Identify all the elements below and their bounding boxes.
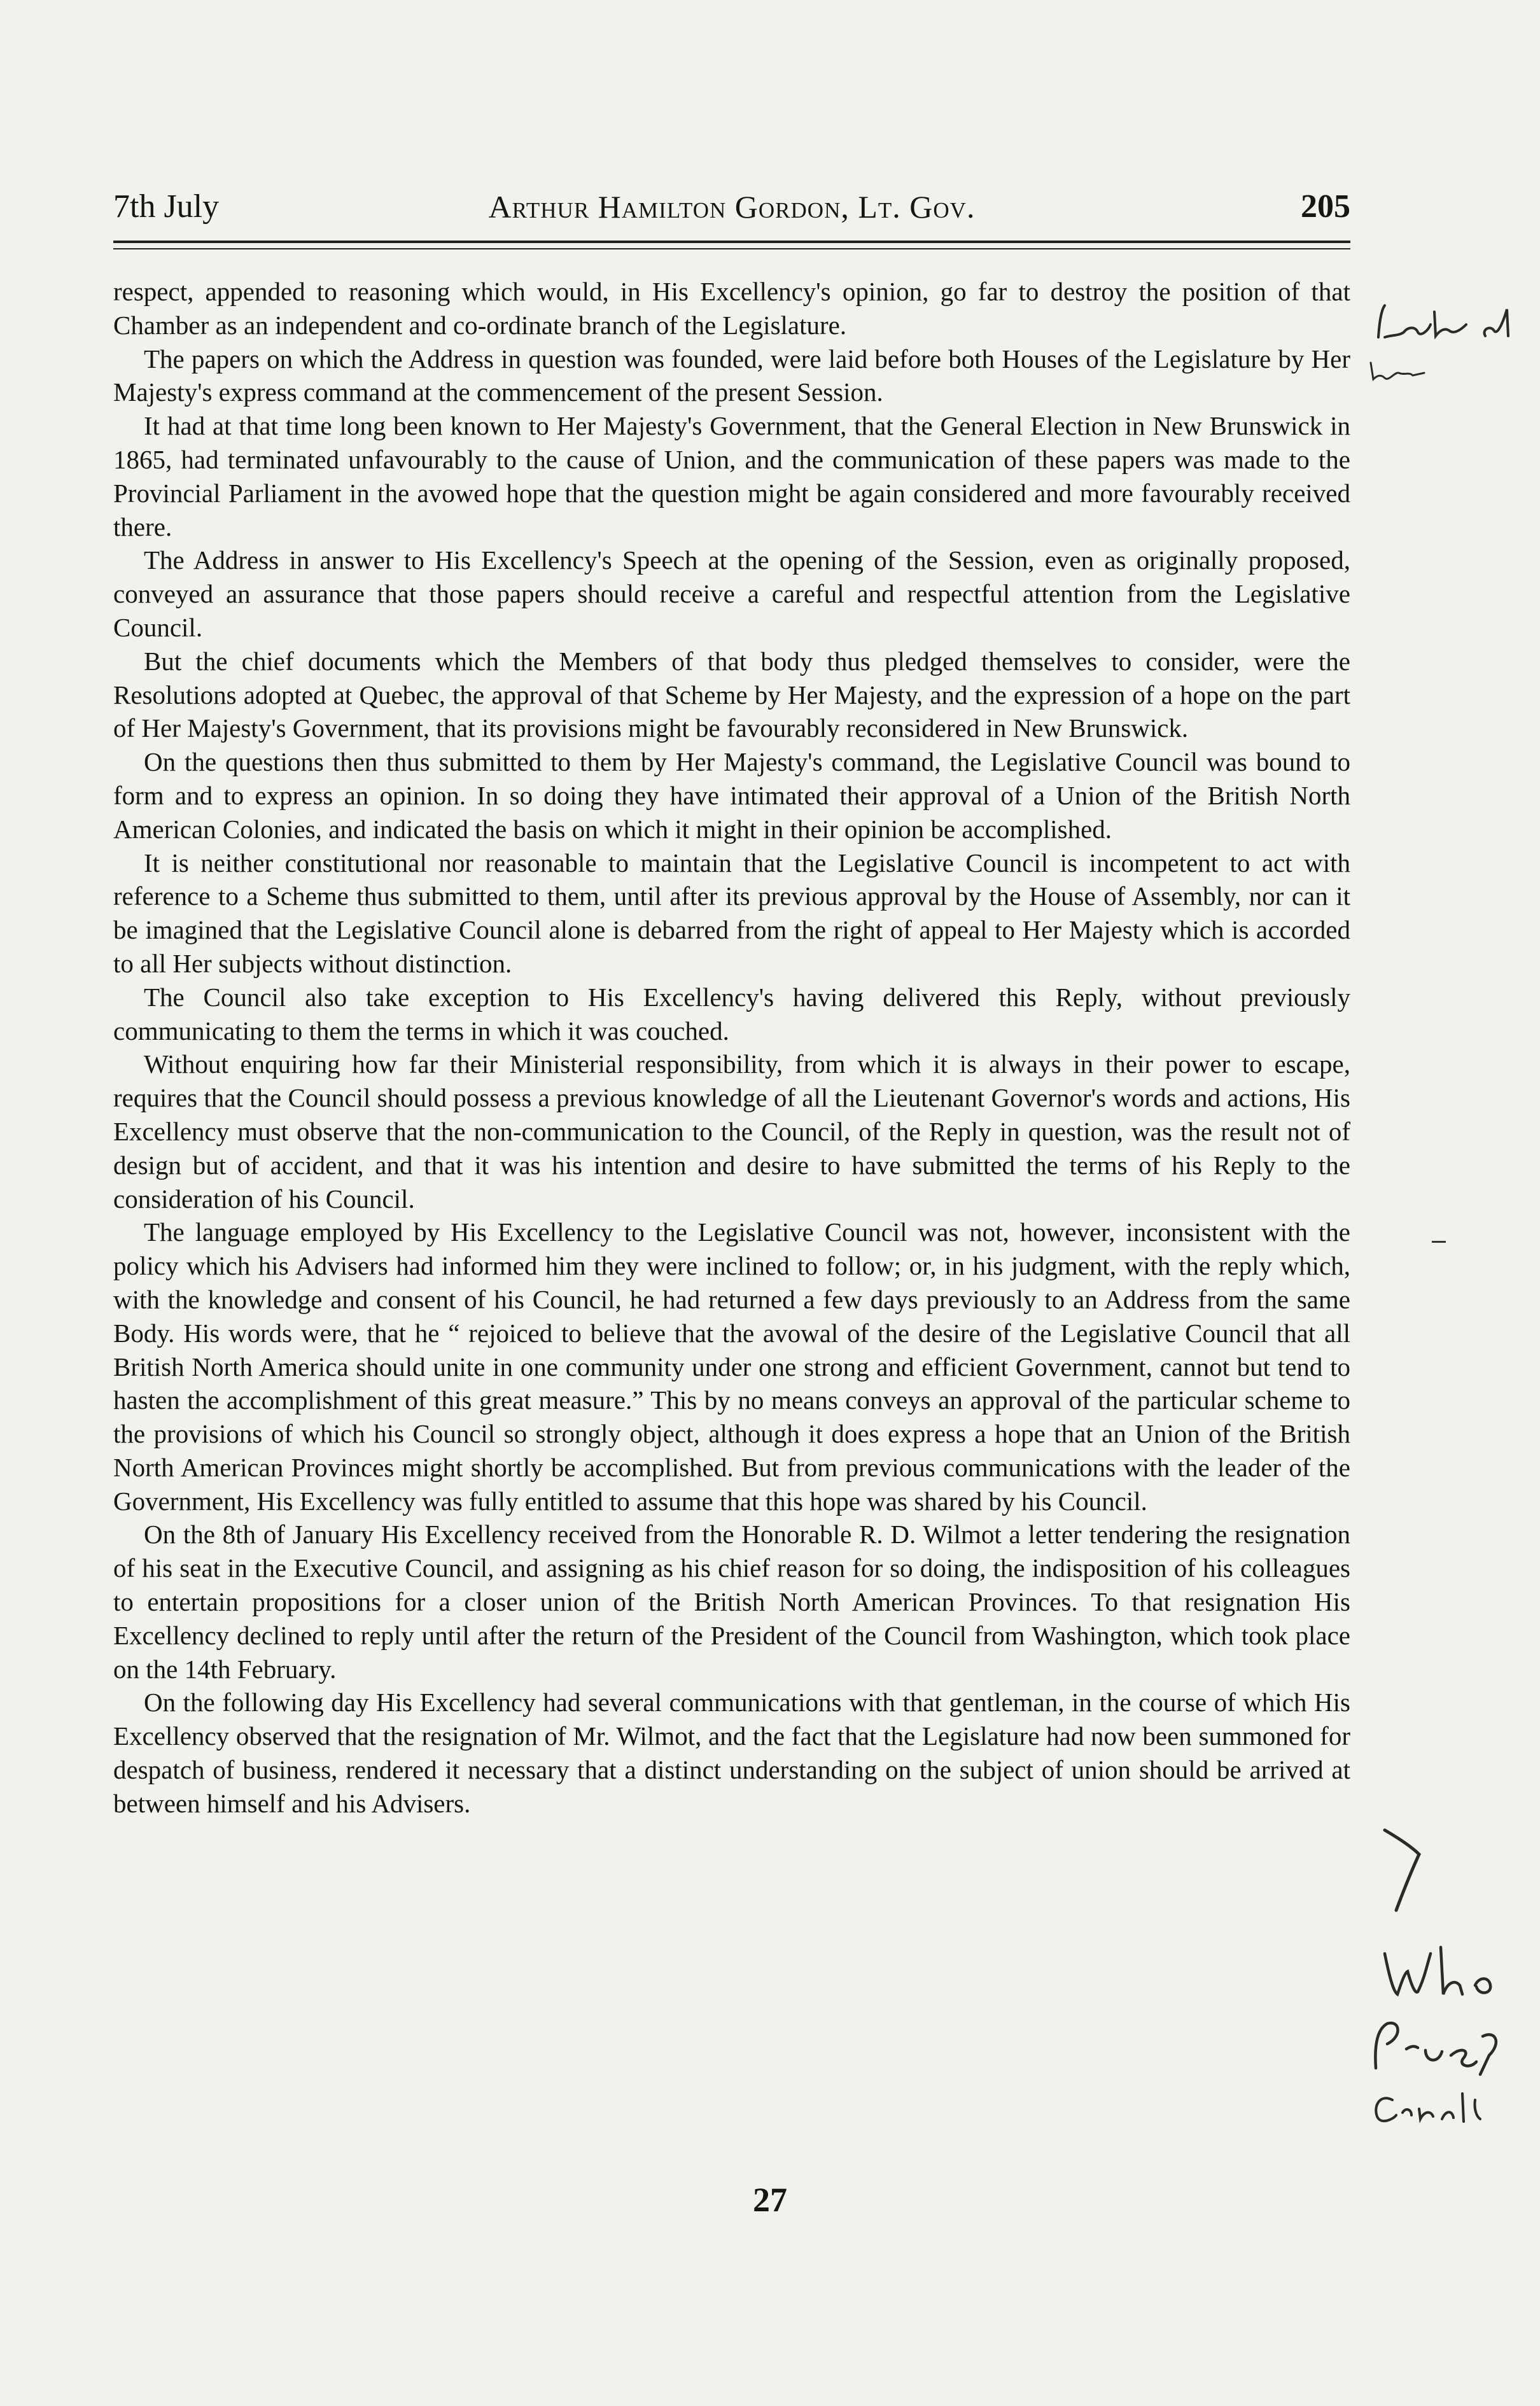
header-title: Arthur Hamilton Gordon, Lt. Gov. (488, 189, 976, 225)
handwritten-annotation (1373, 299, 1526, 350)
header-rule-thick (113, 241, 1350, 243)
footer-page-number: 27 (753, 2181, 787, 2219)
paragraph: The language employed by His Excellency to the Legislative Council was not, however, inconsistent with the policy which his Advisers had informed him they were inclined to follow; or, in his judgment, with the reply which, with the knowledge and consent of his Council, he had returned a few days previously to an Address from the same Body. His words were, that he “ rejoiced to believe that the avowal of the desire of the Legislative Council that all British North America should unite in one community under one strong and efficient Government, cannot but tend to hasten the accomplishment of this great measure.” This by no means conveys an approval of the particular scheme to the provisions of which his Council so strongly object, although it does express a hope that an Union of the British North American Provinces might shortly be accomplished. But from previous communications with the leader of the Government, His Excellency was fully entitled to assume that this hope was shared by his Council. (113, 1217, 1350, 1516)
paragraph: Without enquiring how far their Ministerial responsibility, from which it is always in their power to escape, requires that the Council should possess a previous knowledge of all the Lieutenant Governor's words and actions, His Excellency must observe that the non-communication to the Council, of the Reply in question, was the result not of design but of accident, and that it was his intention and desire to have submitted the terms of his Reply to the consideration of his Council. (113, 1049, 1350, 1213)
handwritten-annotation (1367, 2081, 1507, 2132)
paragraph: On the following day His Excellency had several communications with that gentleman, in the course of which His Excellency observed that the resignation of Mr. Wilmot, and the fact that the Legislature had now been summoned for despatch of business, rendered it necessary that a distinct understanding on the subject of union should be arrived at between himself and his Advisers. (113, 1688, 1350, 1818)
paragraph: It had at that time long been known to Her Majesty's Government, that the General Election in New Brunswick in 1865, had terminated unfavourably to the cause of Union, and the communication of these papers was made to the Provincial Parliament in the avowed hope that the question might be again considered and more favourably received there. (113, 411, 1350, 542)
page-header (113, 185, 1350, 229)
paragraph: But the chief documents which the Members of that body thus pledged themselves to consider, were the Resolutions adopted at Quebec, the approval of that Scheme by Her Majesty, and the expression of a hope on the part of Her Majesty's Government, that its provisions might be favourably reconsidered in New Brunswick. (113, 646, 1350, 743)
paragraph: The Address in answer to His Excellency's Speech at the opening of the Session, even as originally proposed, conveyed an assurance that those papers should receive a careful and respectful attention from the Legislative Council. (113, 545, 1350, 642)
header-rule-thin (113, 248, 1350, 249)
handwritten-annotation (1380, 1941, 1520, 2004)
handwritten-annotation (1367, 356, 1443, 388)
paragraph: The papers on which the Address in question was founded, were laid before both Houses of the Legislature by Her Majesty's express command at the commencement of the present Session. (113, 344, 1350, 407)
paragraph: The Council also take exception to His Excellency's having delivered this Reply, without previously communicating to them the terms in which it was couched. (113, 982, 1350, 1046)
margin-tick-mark (1432, 1241, 1446, 1243)
body-text (113, 275, 1350, 1821)
paragraph: It is neither constitutional nor reasonable to maintain that the Legislative Council is incompetent to act with reference to a Scheme thus submitted to them, until after its previous approval by the House of Assembly, nor can it be imagined that the Legislative Council alone is debarred from the right of appeal to Her Majesty which is accorded to all Her subjects without distinction. (113, 848, 1350, 978)
paragraph: On the 8th of January His Excellency received from the Honorable R. D. Wilmot a letter tendering the resignation of his seat in the Executive Council, and assigning as his chief reason for so doing, the indisposition of his colleagues to entertain propositions for a closer union of the British North American Provinces. To that resignation His Excellency declined to reply until after the return of the President of the Council from Washington, which took place on the 14th February. (113, 1520, 1350, 1684)
handwritten-bracket (1381, 1826, 1425, 1915)
header-page-number: 205 (1301, 188, 1350, 225)
header-date: 7th July (113, 188, 220, 225)
paragraph: respect, appended to reasoning which would, in His Excellency's opinion, go far to destroy the position of that Chamber as an independent and co-ordinate branch of the Legislature. (113, 277, 1350, 340)
handwritten-annotation (1368, 2011, 1508, 2081)
paragraph: On the questions then thus submitted to them by Her Majesty's command, the Legislative Council was bound to form and to express an opinion. In so doing they have intimated their approval of a Union of the British North American Colonies, and indicated the basis on which it might in their opinion be accomplished. (113, 747, 1350, 844)
